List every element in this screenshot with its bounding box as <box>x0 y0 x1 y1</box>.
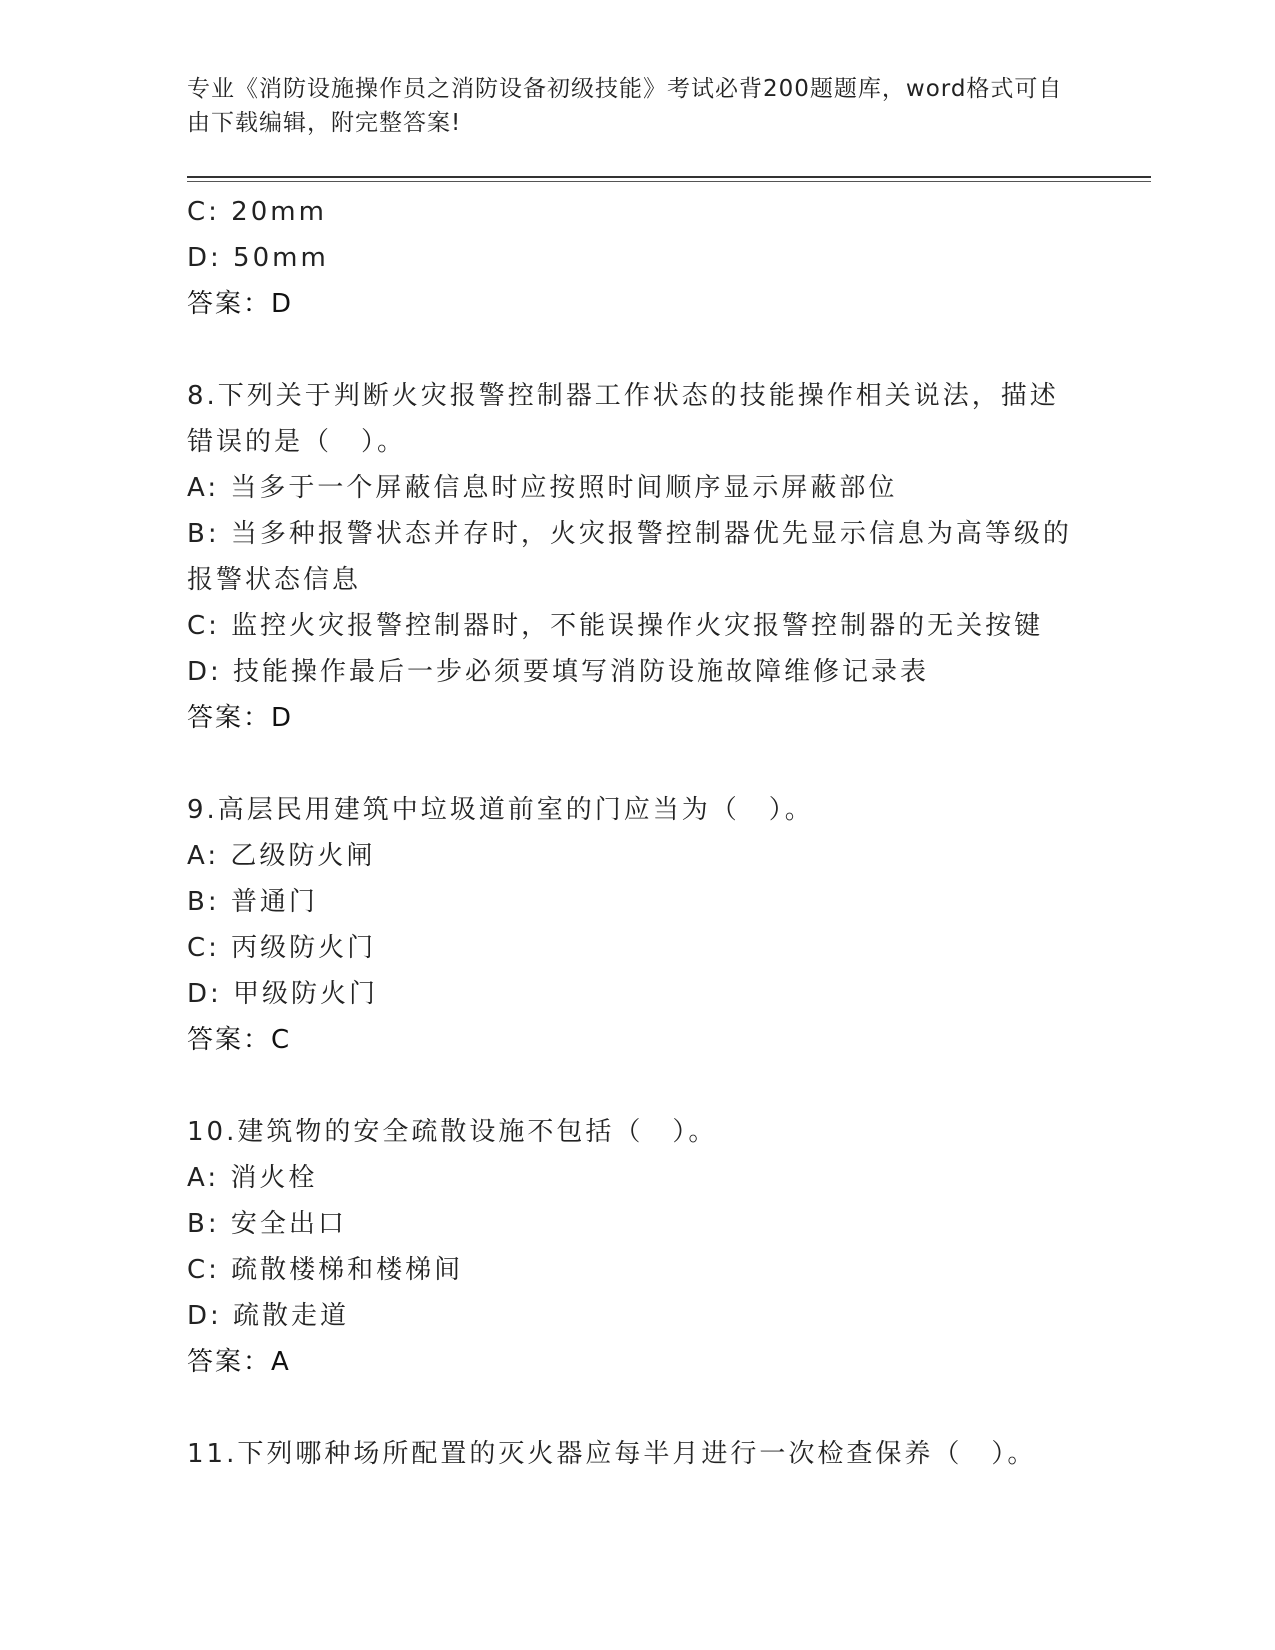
option-a: A: 乙级防火闸 <box>187 841 376 871</box>
question-list <box>187 189 1087 1477</box>
option-b: B: 安全出口 <box>187 1209 347 1239</box>
question-stem: 11.下列哪种场所配置的灭火器应每半月进行一次检查保养（ ）。 <box>187 1439 1037 1469</box>
option-c: C: 20mm <box>187 197 327 227</box>
spacer <box>187 327 1087 373</box>
option-c: C: 监控火灾报警控制器时，不能误操作火灾报警控制器的无关按键 <box>187 611 1044 641</box>
spacer <box>187 741 1087 787</box>
question-stem: 9.高层民用建筑中垃圾道前室的门应当为（ ）。 <box>187 795 814 825</box>
spacer <box>187 1385 1087 1431</box>
answer: 答案：A <box>187 1347 291 1377</box>
answer: 答案：D <box>187 703 294 733</box>
option-d: D: 50mm <box>187 243 329 273</box>
document-header: 专业《消防设施操作员之消防设备初级技能》考试必背200题题库，word格式可自由下载编辑，附完整答案! <box>187 76 1063 136</box>
question-stem: 8.下列关于判断火灾报警控制器工作状态的技能操作相关说法，描述错误的是（ ）。 <box>187 381 1059 457</box>
option-c: C: 丙级防火门 <box>187 933 377 963</box>
header-divider <box>187 176 1151 178</box>
option-a: A: 当多于一个屏蔽信息时应按照时间顺序显示屏蔽部位 <box>187 473 898 503</box>
answer: 答案：C <box>187 1025 292 1055</box>
option-d: D: 疏散走道 <box>187 1301 350 1331</box>
option-c: C: 疏散楼梯和楼梯间 <box>187 1255 464 1285</box>
answer: 答案：D <box>187 289 294 319</box>
question-stem: 10.建筑物的安全疏散设施不包括（ ）。 <box>187 1117 718 1147</box>
option-a: A: 消火栓 <box>187 1163 318 1193</box>
option-d: D: 甲级防火门 <box>187 979 379 1009</box>
spacer <box>187 1063 1087 1109</box>
option-b: B: 当多种报警状态并存时，火灾报警控制器优先显示信息为高等级的报警状态信息 <box>187 519 1072 595</box>
option-b: B: 普通门 <box>187 887 318 917</box>
header-divider-thin <box>187 181 1151 182</box>
option-d: D: 技能操作最后一步必须要填写消防设施故障维修记录表 <box>187 657 930 687</box>
